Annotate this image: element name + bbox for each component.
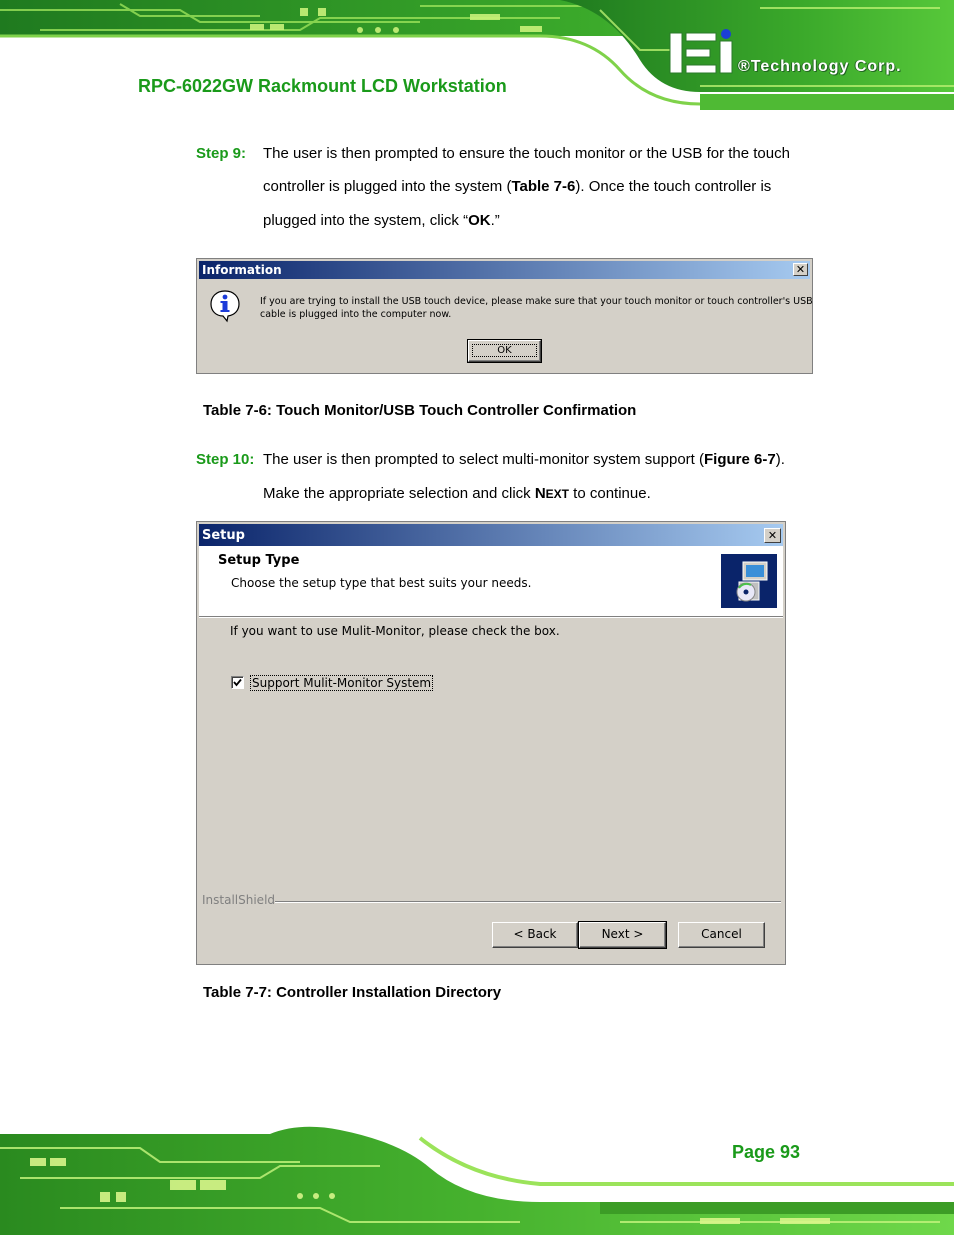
information-message-line-2: cable is plugged into the computer now. xyxy=(260,309,452,320)
information-message-line-1: If you are trying to install the USB touch device, please make sure that your touch monitor or touch controller's USB xyxy=(260,296,813,307)
caption-table-7-7: Table 7-7: Controller Installation Directory xyxy=(203,984,502,1001)
setup-instruction: If you want to use Mulit-Monitor, please check the box. xyxy=(230,624,560,638)
setup-computer-cd-icon xyxy=(721,554,777,608)
installshield-separator xyxy=(275,901,781,903)
information-ok-button[interactable] xyxy=(468,340,541,362)
setup-close-button[interactable]: ✕ xyxy=(764,528,781,543)
page-number: Page 93 xyxy=(732,1142,801,1162)
logo-company-text: ®Technology Corp. xyxy=(738,58,902,75)
information-close-button[interactable]: ✕ xyxy=(793,263,808,276)
info-icon xyxy=(209,289,241,323)
setup-title: Setup xyxy=(202,528,245,543)
next-button[interactable]: Next > xyxy=(579,922,666,948)
setup-dialog xyxy=(196,521,786,965)
step-10-line-1: The user is then prompted to select multi-monitor system support (Figure 6-7). xyxy=(263,451,785,468)
ok-button-label: OK xyxy=(472,344,536,357)
figure-6-7-reference: Figure 6-7 xyxy=(704,451,776,468)
checkmark-icon xyxy=(232,677,243,688)
step-9-line-1: The user is then prompted to ensure the touch monitor or the USB for the touch xyxy=(263,145,790,162)
caption-table-7-6: Table 7-6: Touch Monitor/USB Touch Controller Confirmation xyxy=(203,402,637,419)
setup-header-panel xyxy=(199,546,783,617)
setup-subheading: Choose the setup type that best suits your needs. xyxy=(231,576,532,590)
footer-circuit-band xyxy=(0,1118,954,1235)
ok-reference: OK xyxy=(468,212,491,229)
multi-monitor-checkbox[interactable] xyxy=(231,676,244,689)
back-button[interactable]: < Back xyxy=(492,922,578,948)
step-9-label: Step 9: xyxy=(196,145,247,162)
document-title: RPC-6022GW Rackmount LCD Workstation xyxy=(138,76,507,96)
setup-heading: Setup Type xyxy=(218,553,300,568)
installshield-brand: InstallShield xyxy=(202,893,276,907)
step-10-label: Step 10: xyxy=(196,451,255,468)
information-dialog xyxy=(196,258,813,374)
information-titlebar xyxy=(199,261,810,279)
step-9-line-2: controller is plugged into the system (Table 7-6). Once the touch controller is xyxy=(263,178,772,195)
setup-titlebar xyxy=(199,524,783,546)
setup-header-separator xyxy=(199,617,783,618)
multi-monitor-checkbox-label[interactable]: Support Mulit-Monitor System xyxy=(252,676,432,690)
cancel-button[interactable]: Cancel xyxy=(678,922,765,948)
step-10-line-2: Make the appropriate selection and click NEXT to continue. xyxy=(263,485,651,502)
next-reference: NEXT xyxy=(534,485,570,502)
step-9-line-3: plugged into the system, click “OK.” xyxy=(263,212,500,229)
information-title: Information xyxy=(202,263,282,277)
table-7-6-reference: Table 7-6 xyxy=(511,178,576,195)
